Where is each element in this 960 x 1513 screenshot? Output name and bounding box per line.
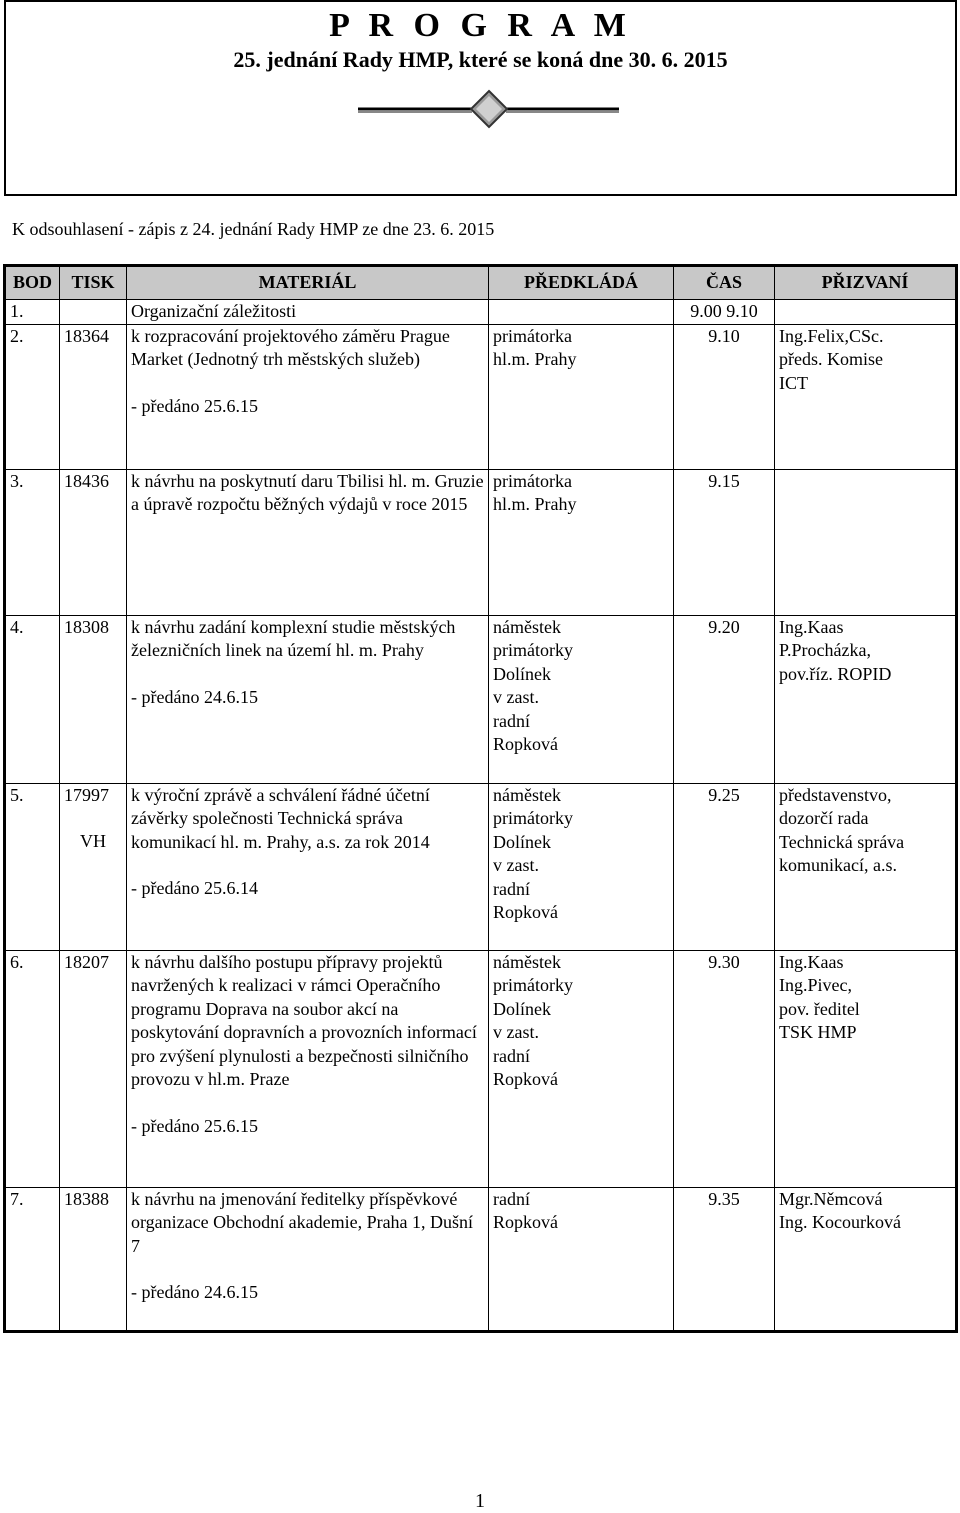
program-header bbox=[4, 0, 957, 196]
cell-predklada: náměstek primátorky Dolínek v zast. radní Ropková bbox=[489, 783, 674, 950]
table-row bbox=[5, 469, 957, 615]
table-row bbox=[5, 1187, 957, 1331]
cell-bod: 2. bbox=[5, 324, 60, 469]
diamond-ornament-icon bbox=[356, 88, 621, 130]
cell-prizvani: Ing.Felix,CSc. předs. Komise ICT bbox=[775, 324, 957, 469]
cell-material bbox=[127, 324, 489, 469]
column-header-material: MATERIÁL bbox=[127, 266, 489, 300]
cell-tisk: 17997 VH bbox=[60, 783, 127, 950]
material-text: k rozpracování projektového záměru Prague Market (Jednotný trh městských služeb) bbox=[131, 325, 450, 369]
handover-date: - předáno 24.6.15 bbox=[131, 686, 258, 707]
cell-material bbox=[127, 950, 489, 1187]
cell-tisk: 18436 bbox=[60, 469, 127, 615]
material-text: k výroční zprávě a schválení řádné účetní závěrky společnosti Technická správa komunikací hl. m. Prahy, a.s. za rok 2014 bbox=[131, 784, 430, 852]
cell-bod: 1. bbox=[5, 300, 60, 325]
program-table bbox=[3, 264, 958, 1333]
cell-prizvani: představenstvo, dozorčí rada Technická správa komunikací, a.s. bbox=[775, 783, 957, 950]
cell-predklada: primátorka hl.m. Prahy bbox=[489, 324, 674, 469]
table-row-org bbox=[5, 300, 957, 325]
table-row bbox=[5, 324, 957, 469]
page-number: 1 bbox=[475, 1490, 485, 1512]
cell-bod: 3. bbox=[5, 469, 60, 615]
cell-bod: 5. bbox=[5, 783, 60, 950]
cell-cas: 9.10 bbox=[674, 324, 775, 469]
material-text: k návrhu zadání komplexní studie městských železničních linek na území hl. m. Prahy bbox=[131, 616, 456, 660]
cell-prizvani: Ing.Kaas Ing.Pivec, pov. ředitel TSK HMP bbox=[775, 950, 957, 1187]
column-header-predklada: PŘEDKLÁDÁ bbox=[489, 266, 674, 300]
column-header-prizvani: PŘIZVANÍ bbox=[775, 266, 957, 300]
column-header-tisk: TISK bbox=[60, 266, 127, 300]
approval-line: K odsouhlasení - zápis z 24. jednání Rady HMP ze dne 23. 6. 2015 bbox=[12, 219, 495, 239]
handover-date: - předáno 25.6.15 bbox=[131, 1115, 258, 1136]
table-row bbox=[5, 950, 957, 1187]
cell-tisk: 18308 bbox=[60, 615, 127, 783]
cell-tisk: 18364 bbox=[60, 324, 127, 469]
cell-tisk: 18207 bbox=[60, 950, 127, 1187]
column-header-bod: BOD bbox=[5, 266, 60, 300]
cell-cas: 9.20 bbox=[674, 615, 775, 783]
cell-predklada: náměstek primátorky Dolínek v zast. radní Ropková bbox=[489, 950, 674, 1187]
cell-bod: 7. bbox=[5, 1187, 60, 1331]
table-row bbox=[5, 783, 957, 950]
cell-bod: 4. bbox=[5, 615, 60, 783]
cell-prizvani bbox=[775, 469, 957, 615]
cell-cas: 9.30 bbox=[674, 950, 775, 1187]
handover-date: - předáno 25.6.15 bbox=[131, 395, 258, 416]
material-text: k návrhu dalšího postupu přípravy projektů navržených k realizaci v rámci Operačního programu Doprava na soubor akcí na poskytování dopravních a provozních informací pro zvýšení plynulosti a bezpečnosti silničního provozu v hl.m. Praze bbox=[131, 951, 477, 1089]
program-subtitle: 25. jednání Rady HMP, které se koná dne 30. 6. 2015 bbox=[233, 47, 728, 72]
cell-cas: 9.15 bbox=[674, 469, 775, 615]
cell-prizvani: Mgr.Němcová Ing. Kocourková bbox=[775, 1187, 957, 1331]
material-text: k návrhu na jmenování ředitelky příspěvkové organizace Obchodní akademie, Praha 1, Dušní 7 bbox=[131, 1188, 474, 1256]
cell-cas: 9.00 9.10 bbox=[674, 300, 775, 325]
column-header-cas: ČAS bbox=[674, 266, 775, 300]
cell-material bbox=[127, 783, 489, 950]
table-header-row bbox=[5, 266, 957, 300]
cell-predklada: radní Ropková bbox=[489, 1187, 674, 1331]
cell-bod: 6. bbox=[5, 950, 60, 1187]
cell-cas: 9.35 bbox=[674, 1187, 775, 1331]
table-row bbox=[5, 615, 957, 783]
cell-prizvani: Ing.Kaas P.Procházka, pov.říz. ROPID bbox=[775, 615, 957, 783]
cell-predklada: primátorka hl.m. Prahy bbox=[489, 469, 674, 615]
handover-date: - předáno 25.6.14 bbox=[131, 878, 258, 898]
cell-cas: 9.25 bbox=[674, 783, 775, 950]
tisk-note: VH bbox=[80, 831, 106, 851]
cell-material: Organizační záležitosti bbox=[127, 300, 489, 325]
cell-predklada: náměstek primátorky Dolínek v zast. radní Ropková bbox=[489, 615, 674, 783]
cell-material bbox=[127, 1187, 489, 1331]
material-text: k návrhu na poskytnutí daru Tbilisi hl. m. Gruzie a úpravě rozpočtu běžných výdajů v roce 2015 bbox=[131, 470, 484, 514]
program-title: P R O G R A M bbox=[329, 7, 632, 44]
cell-tisk: 18388 bbox=[60, 1187, 127, 1331]
cell-material bbox=[127, 615, 489, 783]
cell-material bbox=[127, 469, 489, 615]
handover-date: - předáno 24.6.15 bbox=[131, 1282, 258, 1302]
